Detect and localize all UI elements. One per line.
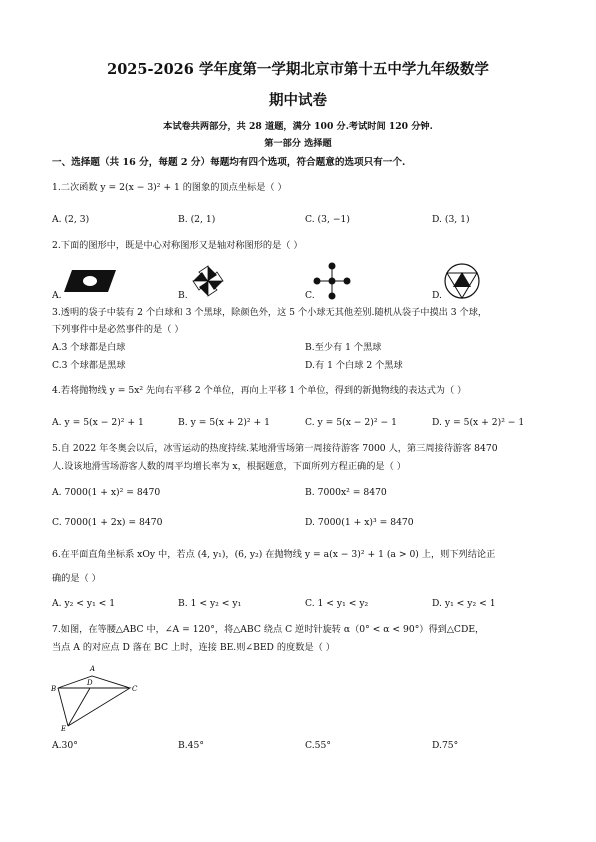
q1-option-a: A. (2, 3) [52, 214, 90, 225]
question-3-stem-line1: 3.透明的袋子中装有 2 个白球和 3 个黑球，除颜色外，这 5 个小球无其他差别.随机从袋子中摸出 3 个球， [52, 307, 488, 318]
q7-option-b: B.45° [178, 740, 204, 751]
question-7-stem-line2: 当点 A 的对应点 D 落在 BC 上时，连接 BE.则∠BED 的度数是（ ） [52, 642, 335, 653]
q6-option-b: B. 1 < y₂ < y₁ [178, 598, 242, 609]
part-heading: 第一部分 选择题 [264, 138, 332, 149]
q5-option-d: D. 7000(1 + x)³ = 8470 [305, 517, 414, 528]
q6-option-d: D. y₁ < y₂ < 1 [432, 598, 496, 609]
figure-label-b: B [51, 685, 57, 693]
q3-option-d: D.有 1 个白球 2 个黑球 [305, 360, 403, 371]
question-3-stem-line2: 下列事件中是必然事件的是（ ） [52, 324, 184, 335]
figure-label-e: E [61, 725, 67, 732]
q7-triangle-figure [50, 660, 145, 732]
q3-option-c: C.3 个球都是黑球 [52, 360, 126, 371]
exam-info: 本试卷共两部分，共 28 道题，满分 100 分.考试时间 120 分钟. [163, 121, 433, 132]
q3-option-b: B.至少有 1 个黑球 [305, 342, 382, 353]
q1-option-b: B. (2, 1) [178, 214, 216, 225]
q4-option-a: A. y = 5(x − 2)² + 1 [52, 417, 144, 428]
question-6-stem-line2: 确的是（ ） [52, 573, 101, 584]
q2-option-a: A. [52, 290, 62, 301]
q5-option-b: B. 7000x² = 8470 [305, 487, 387, 498]
q2-option-c: C. [305, 290, 315, 301]
q2-option-d: D. [432, 290, 442, 301]
q2-pinwheel-figure [190, 263, 226, 299]
question-1-stem: 1.二次函数 y = 2(x − 3)² + 1 的图象的顶点坐标是（ ） [52, 182, 287, 193]
question-2-stem: 2.下面的图形中，既是中心对称图形又是轴对称图形的是（ ） [52, 240, 303, 251]
question-5-stem-line1: 5.自 2022 年冬奥会以后，冰雪运动的热度持续.某地滑雪场第一周接待游客 7000 人，第三周接待游客 8470 [52, 443, 498, 454]
q7-option-c: C.55° [305, 740, 331, 751]
q5-option-a: A. 7000(1 + x)² = 8470 [52, 487, 161, 498]
figure-label-a: A [90, 665, 96, 673]
figure-label-d: D [87, 679, 93, 687]
exam-title: 2025-2026 学年度第一学期北京市第十五中学九年级数学 [107, 61, 489, 78]
q5-option-c: C. 7000(1 + 2x) = 8470 [52, 517, 163, 528]
q4-option-b: B. y = 5(x + 2)² + 1 [178, 417, 270, 428]
figure-label-c: C [132, 685, 138, 693]
q2-option-b: B. [178, 290, 188, 301]
q1-option-d: D. (3, 1) [432, 214, 470, 225]
question-4-stem: 4.若将抛物线 y = 5x² 先向右平移 2 个单位，再向上平移 1 个单位，得到的新抛物线的表达式为（ ） [52, 385, 467, 396]
question-5-stem-line2: 人.设该地滑雪场游客人数的周平均增长率为 x，根据题意，下面所列方程正确的是（ ） [52, 461, 406, 472]
q2-parallelogram-figure [62, 268, 118, 294]
q2-triangle-circle-figure [443, 262, 481, 300]
q4-option-c: C. y = 5(x − 2)² − 1 [305, 417, 397, 428]
exam-subtitle: 期中试卷 [269, 92, 327, 109]
q4-option-d: D. y = 5(x + 2)² − 1 [432, 417, 525, 428]
q7-option-a: A.30° [52, 740, 78, 751]
q3-option-a: A.3 个球都是白球 [52, 342, 126, 353]
q6-option-a: A. y₂ < y₁ < 1 [52, 598, 116, 609]
q2-cross-dots-figure [313, 262, 351, 300]
q6-option-c: C. 1 < y₁ < y₂ [305, 598, 369, 609]
section-heading: 一、选择题（共 16 分，每题 2 分）每题均有四个选项，符合题意的选项只有一个. [52, 157, 406, 168]
question-7-stem-line1: 7.如图，在等腰△ABC 中，∠A = 120°，将△ABC 绕点 C 逆时针旋转 α（0° < α < 90°）得到△CDE， [52, 624, 485, 635]
q7-option-d: D.75° [432, 740, 459, 751]
question-6-stem-line1: 6.在平面直角坐标系 xOy 中，若点 (4, y₁)，(6, y₂) 在抛物线 y = a(x − 3)² + 1 (a > 0) 上，则下列结论正 [52, 549, 496, 560]
q1-option-c: C. (3, −1) [305, 214, 350, 225]
